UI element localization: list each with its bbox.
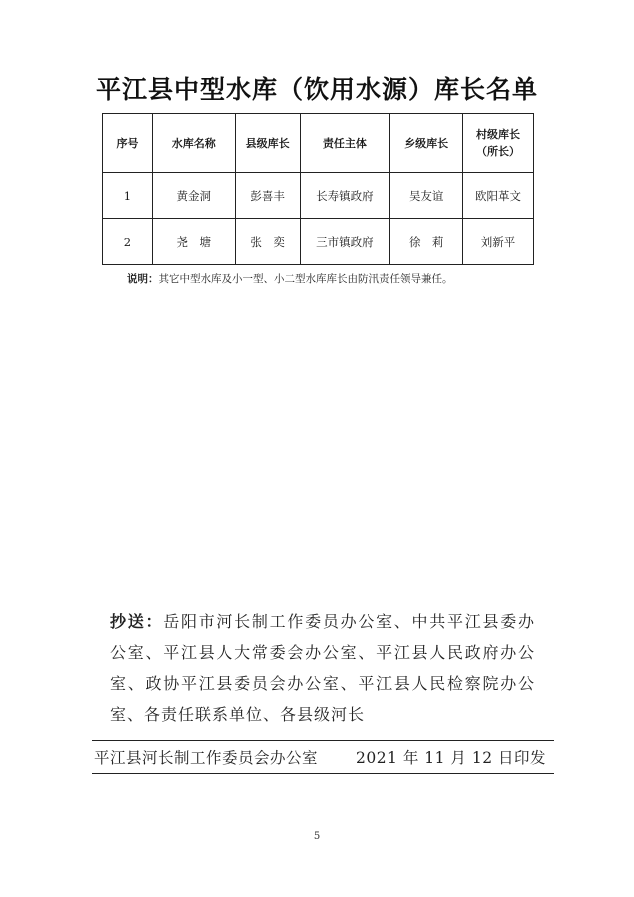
note-label: 说明： [127, 273, 159, 285]
header-village-chief-line2: （所长） [476, 145, 521, 158]
header-responsible: 责任主体 [300, 114, 390, 173]
cell-reservoir: 尧 塘 [152, 219, 235, 265]
cell-responsible: 长寿镇政府 [300, 173, 390, 219]
reservoir-chief-table [102, 113, 534, 265]
issuer-office: 平江县河长制工作委员会办公室 [94, 749, 319, 767]
note-text: 其它中型水库及小一型、小二型水库库长由防汛责任领导兼任。 [158, 273, 453, 285]
cc-recipients [110, 606, 535, 730]
cell-responsible: 三市镇政府 [300, 219, 390, 265]
cell-reservoir: 黄金洞 [152, 173, 235, 219]
cc-text: 岳阳市河长制工作委员办公室、中共平江县委办公室、平江县人大常委会办公室、平江县人民政府办公室、政协平江县委员会办公室、平江县人民检察院办公室、各责任联系单位、各县级河长 [110, 612, 535, 724]
issue-date: 2021 年 11 月 12 日印发 [355, 749, 546, 767]
header-county-chief: 县级库长 [235, 114, 300, 173]
cell-county-chief: 张 奕 [235, 219, 300, 265]
table-header-row [103, 114, 534, 173]
table-row [103, 173, 534, 219]
cell-township-chief: 徐 莉 [390, 219, 463, 265]
cell-village-chief: 刘新平 [463, 219, 534, 265]
bottom-divider [92, 773, 554, 774]
cell-township-chief: 吴友谊 [390, 173, 463, 219]
header-township-chief: 乡级库长 [390, 114, 463, 173]
table-note [127, 271, 453, 286]
cell-seq: 1 [103, 173, 153, 219]
header-village-chief [463, 114, 534, 173]
cell-seq: 2 [103, 219, 153, 265]
cell-village-chief: 欧阳革文 [463, 173, 534, 219]
top-divider [92, 740, 554, 741]
header-reservoir: 水库名称 [152, 114, 235, 173]
cc-label: 抄送： [110, 612, 164, 631]
document-title: 平江县中型水库（饮用水源）库长名单 [95, 75, 538, 104]
table-row [103, 219, 534, 265]
page-number: 5 [313, 831, 321, 842]
cell-county-chief: 彭喜丰 [235, 173, 300, 219]
header-village-chief-line1: 村级库长 [476, 128, 521, 141]
header-seq: 序号 [103, 114, 153, 173]
